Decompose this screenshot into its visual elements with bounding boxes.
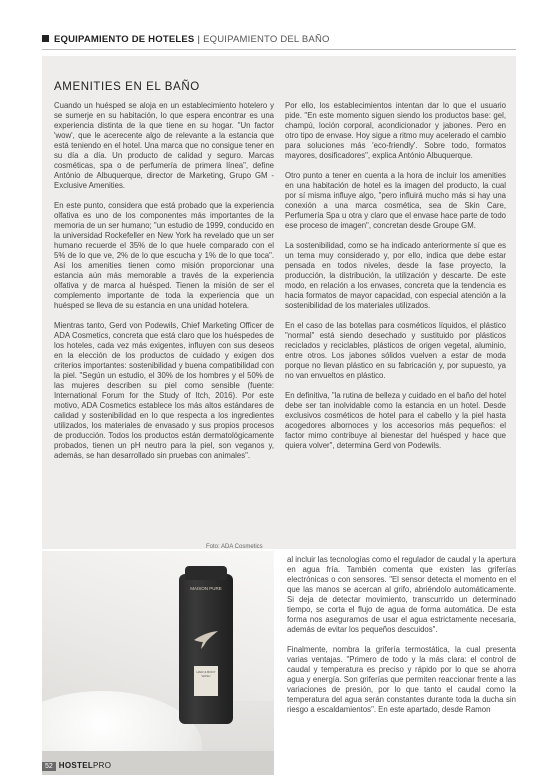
paragraph: En este punto, considera que está probado que la experiencia olfativa es uno de los componentes más importantes de la memoria de un ser humano; "un estudio de 1999, conducido en la universidad Rockefeller en New York ha revelado que un ser humano recuerde el 35% de lo que huele comparado con el 5% de lo que ve, 2% de lo que escucha y 1% de lo que toca". Así los amenities tienen como misión proporcionar una estancia aún más memorable a través de la experiencia olfativa y de marca al huésped. Tienen la misión de ser el complemento importante de toda la experiencia que un huésped se lleva de su estancia en una unidad hotelera.	[54, 201, 274, 310]
paragraph: Finalmente, nombra la grifería termostática, la cual presenta varias ventajas. "Primero de todo y la más clara: el control de caudal y temperatura es preciso y rápido por lo que se ahorra agua y energía. Son griferías que permiten reaccionar frente a las variaciones de presión, por lo que tanto el caudal como la temperatura del agua serán constantes durante toda la ducha sin riesgo a escaldamientos". En este apartado, desde Ramon	[287, 645, 516, 714]
product-photo	[42, 551, 274, 775]
page-footer	[42, 761, 111, 771]
page-number: 52	[42, 762, 56, 771]
section-title: EQUIPAMIENTO DE HOTELES	[54, 34, 195, 45]
paragraph: Por ello, los establecimientos intentan dar lo que el usuario pide. "En este momento siguen siendo los productos base: gel, champú, loción corporal, acondicionador y jabones. Pero en otro tipo de envase. Hoy sigue a ritmo muy acelerado el cambio para soluciones más 'eco-friendly'. Sobre todo, formatos mayores, dosificadores", explica António Albuquerque.	[285, 101, 506, 160]
header-separator: |	[197, 34, 201, 45]
paragraph: En el caso de las botellas para cosméticos líquidos, el plástico "normal" está siendo desechado y sustituido por plásticos reciclados y reciclables, plásticos de origen vegetal, aluminio, entre otros. Los jabones sólidos vuelven a estar de moda porque no llevan plástico en su fabricación y, por supuesto, ya no van envueltos en plástico.	[285, 321, 506, 380]
square-bullet-icon	[42, 35, 49, 42]
paragraph: En definitiva, "la rutina de belleza y cuidado en el baño del hotel debe ser tan inolvidable como la estancia en un hotel. Desde exclusivos cosméticos de hotel para el cabello y la piel hasta acogedores albornoces y los accesorios más pequeños: el factor mimo contribuye al bienestar del huésped y hace que quiera volver", determina Gerd von Podewils.	[285, 391, 506, 450]
header-divider	[42, 49, 516, 50]
paragraph: Mientras tanto, Gerd von Podewils, Chief Marketing Officer de ADA Cosmetics, concreta que está claro que los huéspedes de los hoteles, cada vez más exigentes, influyen con sus deseos en la elección de los productos de cuidado y exigen dos criterios importantes: sostenibilidad y buena compatibilidad con la piel. "Según un estudio, el 30% de los hombres y el 50% de las mujeres describen su piel como sensible (fuente: International Forum for the Study of Itch, 2016). Por este motivo, ADA Cosmetics establece los más altos estándares de calidad y sostenibilidad en lo que respecta a los ingredientes utilizados, los materiales de envasado y sus propios procesos de producción. Todos los productos están dermatológicamente probados, tienen un pH neutro para la piel, son veganos y, además, se han desarrollado sin pruebas con animales".	[54, 321, 274, 460]
column-2	[285, 101, 506, 461]
paragraph: Otro punto a tener en cuenta a la hora de incluir los amenities en una habitación de hotel es la imagen del producto, la cual por sí misma influye algo, "pero influirá mucho más si hay una conexión a una marca cosmética, sea de Skin Care, Perfumería Spa u otra y claro que el envase hace parte de todo ese proceso de imagen", concretan desde Groupe GM.	[285, 171, 506, 230]
bottle-label	[194, 666, 218, 696]
magazine-name-light: PRO	[93, 761, 112, 770]
magazine-name	[59, 761, 112, 770]
section-header	[42, 34, 330, 45]
wing-logo-icon	[193, 630, 219, 650]
subsection-title: EQUIPAMIENTO DEL BAÑO	[203, 34, 330, 45]
column-3	[287, 555, 516, 725]
bottle-label-text: HAIR & BODY WASH	[196, 670, 216, 678]
paragraph: al incluir las tecnologías como el regulador de caudal y la apertura en agua fría. También comenta que existen las griferías electrónicas o con sensores. "El sensor detecta el momento en el que las manos se acercan al grifo, abriéndolo automáticamente. Si deja de detectar movimiento, transcurrido un determinado tiempo, se corta el flujo de agua de forma automática. De esta forma nos aseguramos de usar el agua estrictamente necesaria, además de evitar los pequeños descuidos".	[287, 555, 516, 634]
photo-wall	[42, 551, 274, 701]
bottle-brand: MAISON PURE	[190, 586, 222, 591]
column-1	[54, 101, 274, 471]
article-title: AMENITIES EN EL BAÑO	[54, 81, 200, 93]
magazine-name-bold: HOSTEL	[58, 761, 94, 770]
bottle-cap	[185, 566, 227, 580]
photo-credit: Foto: ADA Cosmetics	[206, 544, 263, 550]
paragraph: Cuando un huésped se aloja en un establecimiento hotelero y se sumerje en su habitación, lo que espera encontrar es una experiencia distinta de la que tiene en su hogar. "Un factor 'wow', que le acerecente algo de relevante a la estancia que está teniendo en el hotel. Una marca que no consigue tener en su día a día. Un producto de calidad y seguro. Marcas cosméticas, spa o de perfumería de primera línea", define António de Albuquerque, director de Marketing, Grupo GM - Exclusive Amenities.	[54, 101, 274, 190]
dispenser-bottle	[179, 574, 233, 724]
paragraph: La sostenibilidad, como se ha indicado anteriormente sí que es un tema muy considerado y, por ello, indica que debe estar pensada en todos niveles, desde la fase proyecto, la producción, la distribución, la utilización y descarte. De este modo, en relación a los envases, concreta que la tendencia es hacia formatos de mayor capacidad, con especial atención a la sostenibilidad de los materiales utilizados.	[285, 241, 506, 310]
